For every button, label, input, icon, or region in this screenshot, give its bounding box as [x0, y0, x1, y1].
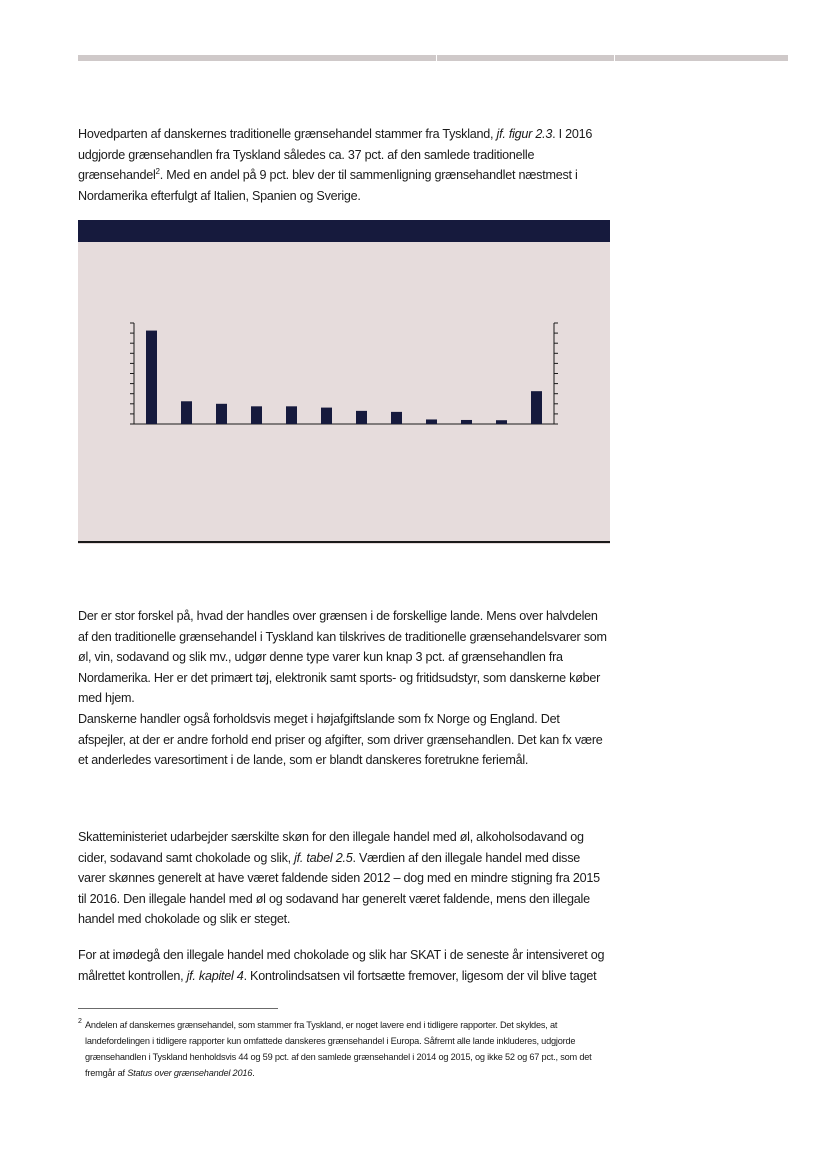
footnote-marker: 2 — [155, 166, 160, 176]
bar — [496, 420, 507, 424]
footnote-2 — [78, 1017, 610, 1081]
paragraph-high-tax-countries: Danskerne handler også forholdsvis meget i højafgiftslande som fx Norge og England. Det afspejler, at der er andre forhold end priser og afgifter, som driver grænsehandlen. Det kan fx være et anderledes varesortiment i de lande, som er blandt danskeres foretrukne feriemål. — [78, 712, 603, 767]
bar — [391, 412, 402, 424]
bar — [531, 391, 542, 424]
text-span: For at imødegå den illegale handel med chokolade og slik har SKAT i de seneste år intensiveret og målrettet kontrollen, — [78, 948, 605, 983]
footnote-number: 2 — [78, 1018, 82, 1025]
bar-chart — [78, 220, 610, 544]
page-top-rule — [78, 55, 788, 61]
text-span: . Kontrolindsatsen vil fortsætte fremover, ligesom der vil blive taget — [243, 968, 597, 983]
bar — [461, 420, 472, 424]
text-span: . I 2016 udgjorde grænsehandlen fra Tyskland således ca. 37 pct. af den samlede traditionelle grænsehandel — [78, 127, 593, 182]
chapter-reference: jf. kapitel 4 — [186, 968, 244, 983]
bar — [216, 404, 227, 424]
figure-bottom-rule — [78, 541, 610, 543]
figure-box — [78, 220, 610, 544]
paragraph-illegal-trade — [78, 827, 610, 930]
footnote-body — [78, 1017, 610, 1081]
footnote-separator — [78, 1008, 278, 1009]
paragraph-goods-differences: Der er stor forskel på, hvad der handles over grænsen i de forskellige lande. Mens over halvdelen af den traditionelle grænsehandel i Tyskland kan tilskrives de traditionelle grænsehandelsvarer som øl, vin, sodavand og slik mv., udgør denne type varer kun knap 3 pct. af grænsehandlen fra Nordamerika. Her er det primært tøj, elektronik samt sports- og fritidsudstyr, som danskerne køber med hjem. — [78, 609, 607, 705]
top-rule-divider — [436, 55, 437, 61]
bar — [181, 401, 192, 424]
report-title: Status over grænsehandel 2016 — [127, 1068, 253, 1078]
text-span: Andelen af danskernes grænsehandel, som stammer fra Tyskland, er noget lavere end i tidligere rapporter. Det skyldes, at landefordelingen i tidligere rapporter kun omfattede danskeres grænsehandel i Europa. Såfremt alle lande inkluderes, udgjorde grænsehandlen i Tyskland henholdsvis 44 og 59 pct. af den samlede grænsehandel i 2014 og 2015, og ikke 52 og 67 pct., som det fremgår af — [85, 1020, 592, 1078]
bar — [321, 408, 332, 424]
bar — [356, 411, 367, 424]
text-span: . Værdien af den illegale handel med disse varer skønnes generelt at have været faldende siden 2012 – dog med en mindre stigning fra 2015 til 2016. Den illegale handel med øl og sodavand har generelt været faldende, mens den illegale handel med chokolade og slik er steget. — [78, 850, 600, 926]
bar — [286, 406, 297, 424]
bar — [251, 406, 262, 424]
figure-reference: jf. figur 2.3 — [496, 127, 553, 141]
paragraph-skat-control — [78, 945, 610, 986]
text-span: Skatteministeriet udarbejder særskilte skøn for den illegale handel med øl, alkoholsodavand og cider, sodavand samt chokolade og slik, — [78, 830, 584, 865]
paragraph-germany-share — [78, 124, 610, 206]
text-span: . — [252, 1068, 255, 1078]
table-reference: jf. tabel 2.5 — [294, 850, 353, 865]
top-rule-divider — [614, 55, 615, 61]
bar — [426, 419, 437, 424]
text-span: Hovedparten af danskernes traditionelle grænsehandel stammer fra Tyskland, — [78, 127, 497, 141]
text-span: . Med en andel på 9 pct. blev der til sammenligning grænsehandlet næstmest i Nordamerika efterfulgt af Italien, Spanien og Sverige. — [78, 168, 578, 203]
bar — [146, 331, 157, 424]
